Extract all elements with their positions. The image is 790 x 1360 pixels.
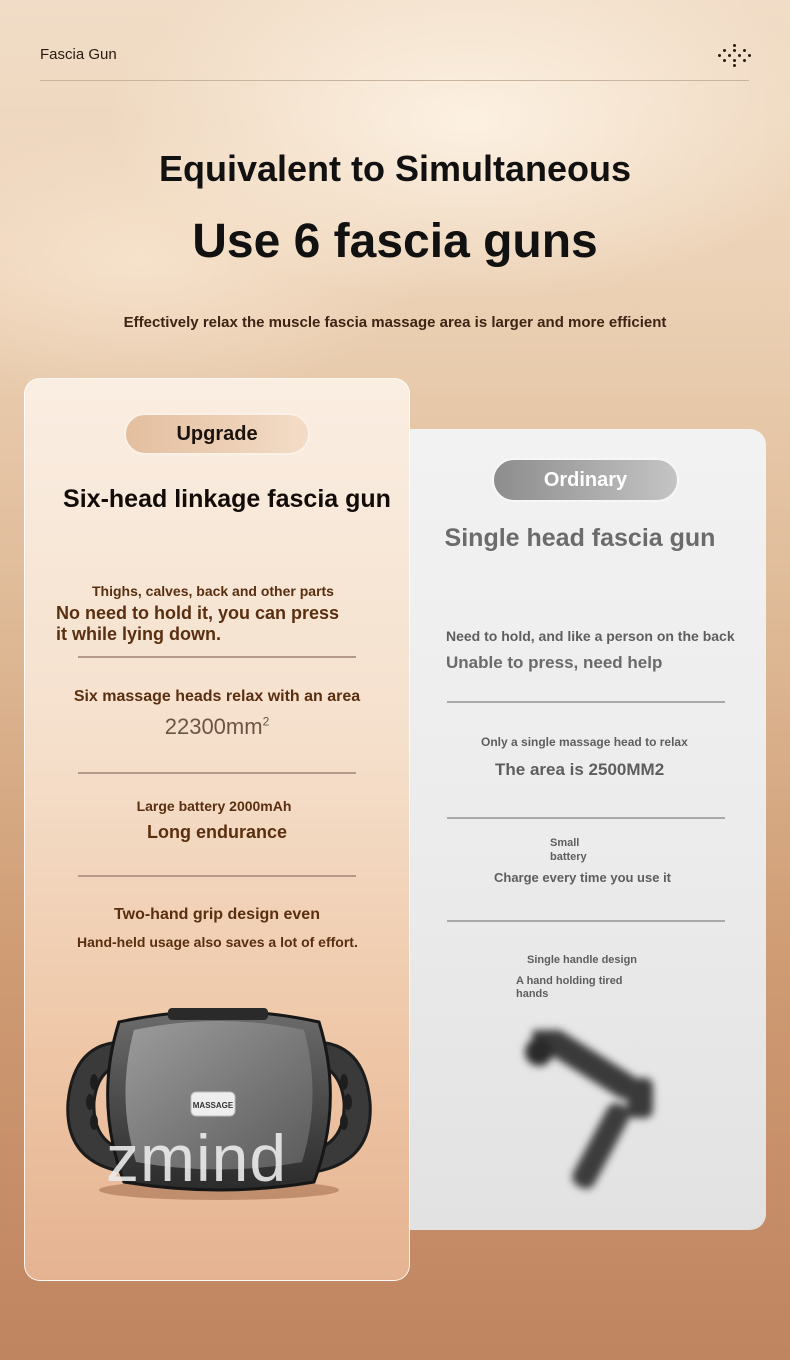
ordinary-feature2-small: Only a single massage head to relax (481, 735, 688, 749)
hero-heading-line1: Equivalent to Simultaneous (158, 148, 632, 189)
ordinary-feature1-big: Unable to press, need help (446, 653, 663, 672)
upgrade-feature4-line1: Two-hand grip design even (114, 906, 320, 923)
ordinary-divider (447, 701, 725, 703)
ordinary-title: Single head fascia gun (444, 524, 716, 552)
ordinary-feature4-small: Single handle design (527, 954, 638, 966)
upgrade-feature2-small: Six massage heads relax with an area (73, 688, 361, 705)
ordinary-feature1-small: Need to hold, and like a person on the back (446, 628, 735, 644)
upgrade-feature3-big: Long endurance (146, 822, 287, 842)
ordinary-badge: Ordinary (492, 458, 679, 502)
upgrade-feature1-line1: No need to hold it, you can press (56, 603, 340, 623)
upgrade-feature2-value: $22300mm^2$ (164, 714, 270, 739)
brand-title: Fascia Gun (40, 46, 117, 63)
upgrade-divider (78, 656, 356, 658)
ordinary-feature4-line2: hands (516, 988, 549, 1000)
ordinary-feature3-small-line2: battery (550, 851, 587, 863)
device-label: MASSAGE (192, 1101, 234, 1110)
upgrade-divider (78, 875, 356, 877)
hero-subtitle: Effectively relax the muscle fascia massage area is larger and more efficient (123, 314, 667, 331)
ordinary-feature3-small-line1: Small (550, 837, 580, 849)
single-fascia-gun-image (515, 1030, 665, 1200)
upgrade-feature1-line2: it while lying down. (56, 624, 221, 644)
upgrade-feature4-line2: Hand-held usage also saves a lot of effort. (77, 934, 358, 950)
ordinary-divider (447, 920, 725, 922)
hero-heading-line2: Use 6 fascia guns (192, 215, 598, 268)
upgrade-feature3-small: Large battery 2000mAh (136, 798, 292, 814)
watermark-text: zmind (106, 1121, 288, 1195)
dots-grid-icon[interactable] (718, 44, 752, 68)
upgrade-title: Six-head linkage fascia gun (63, 485, 391, 513)
ordinary-divider (447, 817, 725, 819)
ordinary-feature3-big: Charge every time you use it (494, 870, 672, 885)
upgrade-feature1-small: Thighs, calves, back and other parts (92, 583, 334, 599)
header-divider (40, 80, 749, 81)
ordinary-feature2-big: The area is 2500MM2 (495, 760, 665, 779)
ordinary-feature4-line1: A hand holding tired (516, 975, 623, 987)
upgrade-badge: Upgrade (124, 413, 310, 455)
upgrade-divider (78, 772, 356, 774)
